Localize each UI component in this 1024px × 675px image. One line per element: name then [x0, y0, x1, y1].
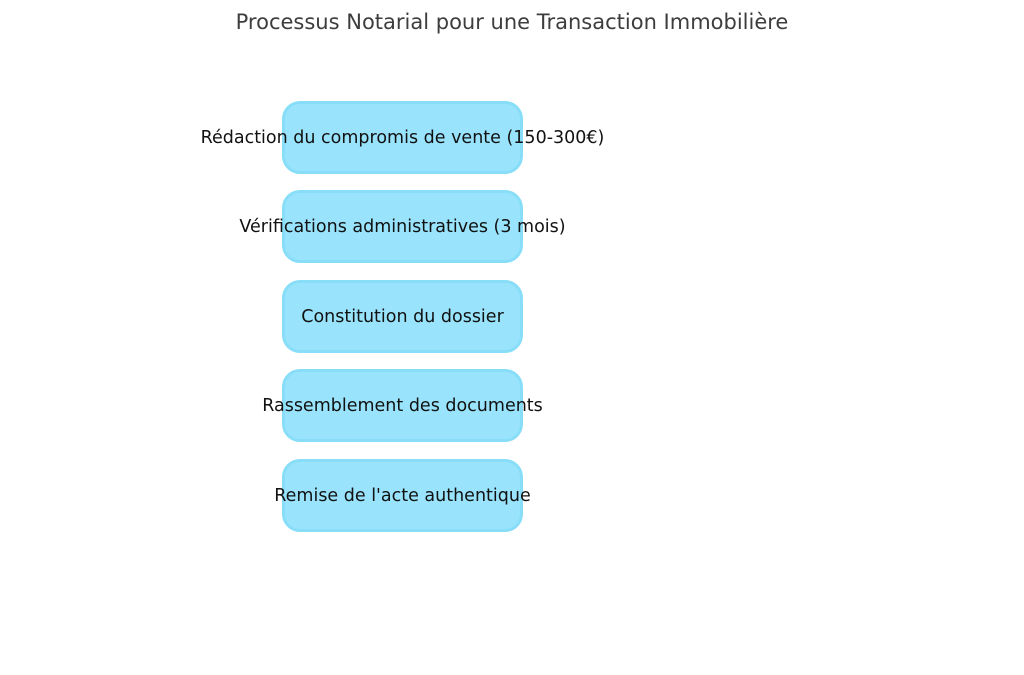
step-remise-acte: [274, 459, 531, 532]
step-verifications-administratives: [239, 190, 566, 263]
step-label: Rédaction du compromis de vente (150-300€): [200, 127, 605, 148]
step-rassemblement-documents: [262, 369, 543, 442]
step-label: Vérifications administratives (3 mois): [239, 216, 566, 237]
step-constitution-dossier: [282, 280, 523, 353]
step-label: Constitution du dossier: [301, 306, 504, 327]
diagram-title: Processus Notarial pour une Transaction Immobilière: [235, 10, 789, 34]
step-redaction-compromis: [200, 101, 605, 174]
step-label: Remise de l'acte authentique: [274, 485, 531, 506]
step-label: Rassemblement des documents: [262, 395, 543, 416]
